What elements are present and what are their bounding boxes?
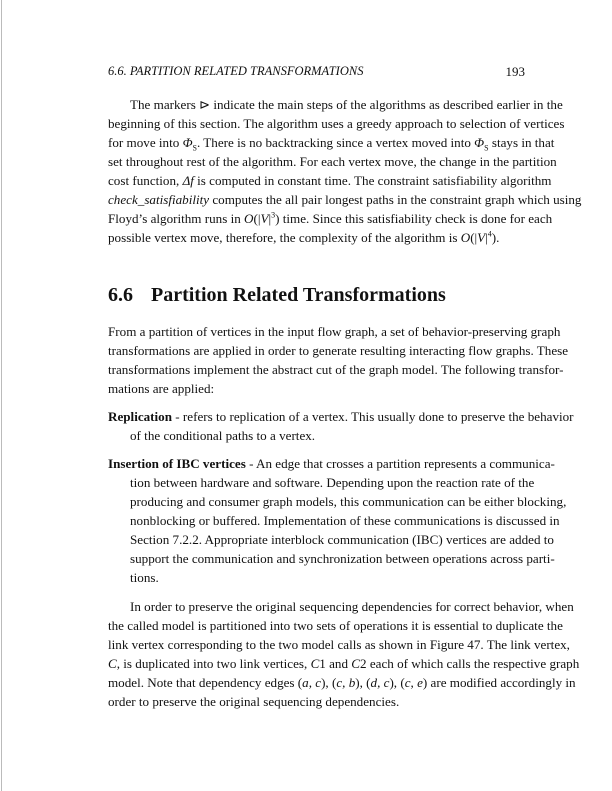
- text-segment: V: [260, 211, 269, 226]
- text-segment: ) time. Since this satisfiability check is done for each: [275, 211, 553, 226]
- text-segment: is computed in constant time. The constraint satisfiability algorithm: [193, 173, 552, 188]
- text-segment: check_satisfiability: [108, 192, 210, 207]
- text-segment: model. Note that dependency edges (: [108, 675, 303, 690]
- text-segment: the called model is partitioned into two sets of operations it is essential to duplicate the: [108, 618, 563, 633]
- text-segment: Section 7.2.2. Appropriate interblock communication (IBC) vertices are added to: [130, 532, 554, 547]
- text-segment: In order to preserve the original sequencing dependencies for correct behavior, when: [130, 599, 574, 614]
- text-line: [108, 379, 525, 398]
- text-line: [108, 228, 525, 247]
- text-segment: producing and consumer graph models, this communication can be either blocking,: [130, 494, 567, 509]
- text-segment: c, e: [404, 675, 423, 690]
- text-line: [130, 530, 554, 549]
- text-segment: 2 each of which calls the respective graph: [360, 656, 580, 671]
- text-segment: stays in that: [488, 135, 555, 150]
- section-title: Partition Related Transformations: [151, 284, 446, 306]
- text-segment: tion between hardware and software. Depending upon the reaction rate of the: [130, 475, 535, 490]
- text-line: [108, 635, 570, 654]
- text-line: [108, 654, 580, 673]
- page-edge: [1, 0, 2, 791]
- text-segment: indicate the main steps of the algorithms as described earlier in the: [210, 97, 563, 112]
- text-segment: Φ: [182, 135, 193, 150]
- text-segment: ) are modified accordingly in: [422, 675, 576, 690]
- text-segment: - refers to replication of a vertex. This usually done to preserve the behavior: [172, 409, 574, 424]
- text-segment: V: [477, 230, 486, 245]
- text-line: [108, 190, 582, 209]
- text-segment: (|: [470, 230, 478, 245]
- text-line: [108, 152, 557, 171]
- text-segment: order to preserve the original sequencing dependencies.: [108, 694, 400, 709]
- text-segment: cost function,: [108, 173, 183, 188]
- text-segment: d, c: [370, 675, 390, 690]
- text-segment: |: [485, 230, 488, 245]
- text-segment: ).: [491, 230, 500, 245]
- text-segment: C: [351, 656, 361, 671]
- section-heading: [108, 284, 446, 307]
- text-line: [130, 549, 555, 568]
- text-line: [130, 568, 525, 587]
- text-line: [108, 209, 553, 228]
- text-segment: link vertex corresponding to the two model calls as shown in Figure 47. The link vertex,: [108, 637, 570, 652]
- text-line: [130, 492, 567, 511]
- text-line: [130, 511, 560, 530]
- text-segment: - An edge that crosses a partition represents a communica-: [245, 456, 555, 471]
- text-segment: O: [244, 211, 254, 226]
- text-line: [108, 95, 563, 114]
- text-segment: ), (: [321, 675, 337, 690]
- section-number: 6.6: [108, 284, 133, 306]
- text-segment: mations are applied:: [108, 381, 215, 396]
- text-segment: Floyd’s algorithm runs in: [108, 211, 245, 226]
- text-segment: ), (: [389, 675, 405, 690]
- text-segment: S: [484, 143, 489, 153]
- text-line: [108, 597, 574, 616]
- text-segment: The markers: [130, 97, 200, 112]
- text-line: [108, 616, 563, 635]
- text-line: [108, 673, 576, 692]
- text-line: [108, 114, 565, 133]
- term-label: Insertion of IBC vertices: [108, 456, 246, 471]
- text-segment: c, b: [336, 675, 356, 690]
- text-segment: , is duplicated into two link vertices,: [116, 656, 311, 671]
- text-segment: of the conditional paths to a vertex.: [130, 428, 316, 443]
- text-segment: transformations are applied in order to generate resulting interacting flow graphs. These: [108, 343, 569, 358]
- text-segment: C: [310, 656, 320, 671]
- text-line: [108, 171, 552, 190]
- running-header: 6.6. PARTITION RELATED TRANSFORMATIONS: [108, 64, 364, 78]
- text-line: [108, 133, 555, 153]
- text-line: [108, 341, 569, 360]
- text-segment: (|: [253, 211, 261, 226]
- text-line: [108, 454, 555, 473]
- text-line: [108, 407, 574, 426]
- text-segment: ), (: [355, 675, 371, 690]
- text-segment: 4: [487, 229, 492, 239]
- text-segment: for move into: [108, 135, 183, 150]
- text-line: [130, 473, 535, 492]
- text-segment: . There is no backtracking since a vertex moved into: [196, 135, 475, 150]
- text-segment: beginning of this section. The algorithm uses a greedy approach to selection of vertices: [108, 116, 565, 131]
- term-label: Replication: [108, 409, 173, 424]
- text-segment: nonblocking or buffered. Implementation of these communications is discussed in: [130, 513, 560, 528]
- text-segment: Φ: [474, 135, 485, 150]
- text-line: [108, 360, 564, 379]
- text-segment: support the communication and synchronization between operations across parti-: [130, 551, 555, 566]
- text-line: [108, 692, 525, 711]
- text-segment: a, c: [302, 675, 322, 690]
- text-segment: ⊳: [199, 97, 211, 112]
- text-segment: |: [268, 211, 272, 226]
- text-line: [130, 426, 525, 445]
- page-number: 193: [505, 64, 525, 79]
- text-segment: possible vertex move, therefore, the complexity of the algorithm is: [108, 230, 461, 245]
- text-segment: computes the all pair longest paths in the constraint graph which using: [209, 192, 582, 207]
- text-segment: tions.: [130, 570, 159, 585]
- text-segment: S: [192, 143, 197, 153]
- text-segment: From a partition of vertices in the input flow graph, a set of behavior-preserving graph: [108, 324, 561, 339]
- text-segment: transformations implement the abstract cut of the graph model. The following transfor-: [108, 362, 564, 377]
- text-segment: 1 and: [319, 656, 352, 671]
- text-segment: O: [460, 230, 471, 245]
- text-line: [108, 322, 561, 341]
- text-segment: set throughout rest of the algorithm. For each vertex move, the change in the partition: [108, 154, 557, 169]
- text-segment: 3: [271, 210, 276, 220]
- text-segment: Δf: [182, 173, 194, 188]
- text-segment: C: [108, 656, 117, 671]
